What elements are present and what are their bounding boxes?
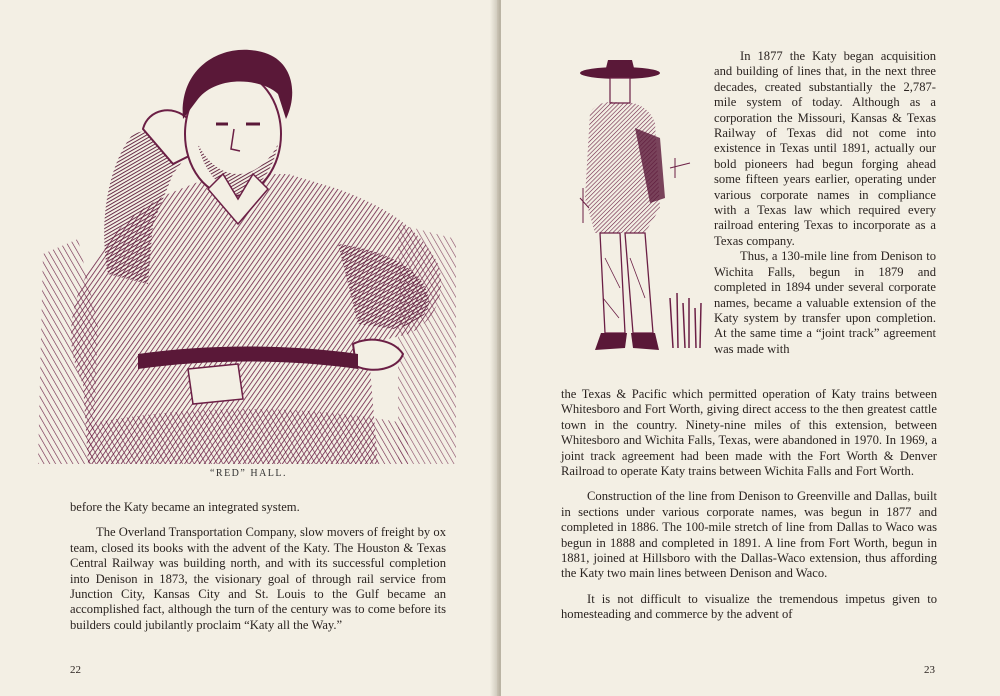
portrait-caption: “RED” HALL. xyxy=(209,468,288,479)
paragraph: It is not difficult to visualize the tremendous impetus given to homesteading and commerce by the advent of xyxy=(561,591,937,622)
left-page xyxy=(0,0,497,696)
paragraph: the Texas & Pacific which permitted operation of Katy trains between Whitesboro and Fort Worth, giving direct access to the then greatest cattle town in the country. Ninety-nine miles of this extension, between Whitesboro and Wichita Falls, Texas, were abandoned in 1970. In 1969, a joint track agreement had been made with the Fort Worth & Denver Railroad to operate Katy trains between Wichita Falls and Fort Worth. xyxy=(561,387,937,479)
paragraph: before the Katy became an integrated system. xyxy=(70,500,300,514)
red-hall-portrait-illustration xyxy=(38,24,456,464)
left-page-text xyxy=(70,500,446,633)
cowboy-sketch-illustration xyxy=(575,58,710,363)
page-number-left: 22 xyxy=(70,664,81,676)
paragraph: Construction of the line from Denison to Greenville and Dallas, built in sections under various corporate names, was begun in 1877 and completed in 1886. The 100-mile stretch of line from Dallas to Waco was begun in 1888 and completed in 1891. A line from Fort Worth, begun in 1881, joined at Hillsboro with the Dallas-Waco extension, thus affording the Katy two main lines between Denison and Waco. xyxy=(561,489,937,581)
right-page-full-text xyxy=(561,387,937,623)
paragraph: In 1877 the Katy began acquisition and building of lines that, in the next three decades, created substantially the 2,787-mile system of today. Although as a corporation the Missouri, Kansas & Texas Railway of Texas did not come into existence in Texas until 1891, actually our bold pioneers had begun forging ahead some fifteen years earlier, operating under various corporate names in compliance with a Texas law which required every railroad entering Texas to incorporate as a Texas company. xyxy=(714,49,936,248)
right-page-column-text xyxy=(714,49,936,357)
paragraph: The Overland Transportation Company, slow movers of freight by ox team, closed its books with the advent of the Katy. The Houston & Texas Central Railway was building north, and with its successful completion into Denison in 1873, the visionary goal of through rail service from Junction City, Kansas City and St. Louis to the Gulf became an accomplished fact, although the turn of the century was to come before its builders could jubilantly proclaim “Katy all the Way.” xyxy=(70,525,446,632)
paragraph: Thus, a 130-mile line from Denison to Wichita Falls, begun in 1879 and completed in 1894 under several corporate names, became a valuable extension of the Katy system by transfer upon completion. At the same time a “joint track” agreement was made with xyxy=(714,249,936,356)
page-number-right: 23 xyxy=(924,664,935,676)
